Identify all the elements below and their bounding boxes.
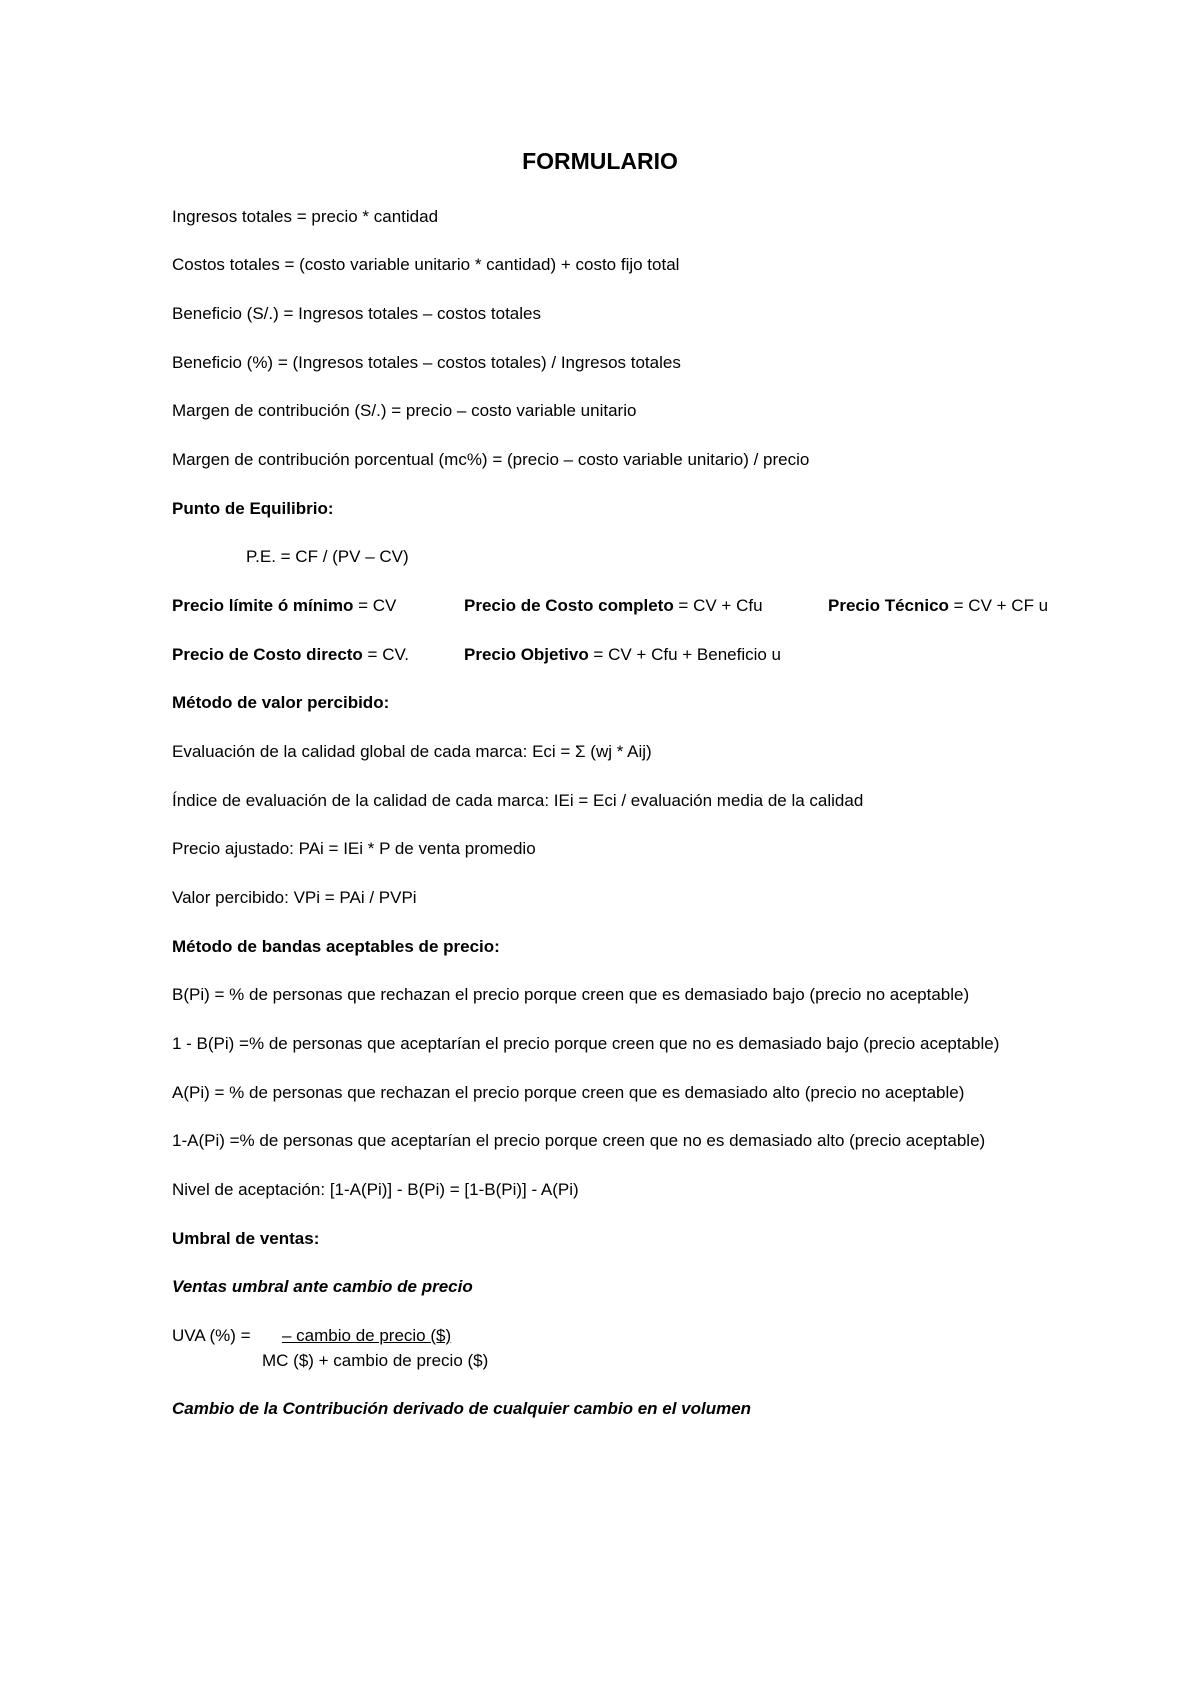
precio-objetivo-formula: = CV + Cfu + Beneficio u xyxy=(588,645,782,664)
precio-costo-directo-label: Precio de Costo directo xyxy=(172,645,363,664)
formula-one-minus-b-pi: 1 - B(Pi) =% de personas que aceptarían el precio porque creen que no es demasiado bajo (precio aceptable) xyxy=(172,1034,1000,1053)
formula-punto-equilibrio: P.E. = CF / (PV – CV) xyxy=(246,547,409,566)
precio-objetivo xyxy=(464,644,781,666)
precio-costo-completo-label: Precio de Costo completo xyxy=(464,596,674,615)
precio-limite xyxy=(172,595,396,617)
precio-limite-label: Precio límite ó mínimo xyxy=(172,596,354,615)
precio-tecnico-label: Precio Técnico xyxy=(828,596,949,615)
precio-objetivo-label: Precio Objetivo xyxy=(464,645,589,664)
formula-valor-percibido: Valor percibido: VPi = PAi / PVPi xyxy=(172,888,417,907)
formula-ingresos-totales: Ingresos totales = precio * cantidad xyxy=(172,207,439,226)
formula-beneficio-pct: Beneficio (%) = (Ingresos totales – costos totales) / Ingresos totales xyxy=(172,353,681,372)
subheading-cambio-contribucion: Cambio de la Contribución derivado de cualquier cambio en el volumen xyxy=(172,1399,752,1418)
formula-indice-evaluacion: Índice de evaluación de la calidad de cada marca: IEi = Eci / evaluación media de la calidad xyxy=(172,791,864,810)
formula-beneficio-soles: Beneficio (S/.) = Ingresos totales – costos totales xyxy=(172,304,541,323)
precio-costo-completo-formula: = CV + Cfu xyxy=(673,596,763,615)
page-title: FORMULARIO xyxy=(522,148,678,174)
subheading-ventas-umbral: Ventas umbral ante cambio de precio xyxy=(172,1277,473,1296)
formula-precio-ajustado: Precio ajustado: PAi = IEi * P de venta promedio xyxy=(172,839,536,858)
formula-margen-contribucion: Margen de contribución (S/.) = precio – costo variable unitario xyxy=(172,401,637,420)
precio-costo-completo xyxy=(464,595,763,617)
formula-margen-contribucion-pct: Margen de contribución porcentual (mc%) = (precio – costo variable unitario) / precio xyxy=(172,450,810,469)
section-heading-valor-percibido: Método de valor percibido: xyxy=(172,693,390,712)
formula-evaluacion-calidad: Evaluación de la calidad global de cada marca: Eci = Σ (wj * Aij) xyxy=(172,742,652,761)
formula-costos-totales: Costos totales = (costo variable unitario * cantidad) + costo fijo total xyxy=(172,255,680,274)
precio-costo-directo-formula: = CV. xyxy=(362,645,409,664)
formula-a-pi: A(Pi) = % de personas que rechazan el precio porque creen que es demasiado alto (precio no aceptable) xyxy=(172,1083,965,1102)
precio-tecnico xyxy=(828,595,1048,617)
section-heading-punto-equilibrio: Punto de Equilibrio: xyxy=(172,499,334,518)
formula-b-pi: B(Pi) = % de personas que rechazan el precio porque creen que es demasiado bajo (precio no aceptable) xyxy=(172,985,970,1004)
formula-uva-denominator: MC ($) + cambio de precio ($) xyxy=(262,1351,489,1370)
section-heading-umbral: Umbral de ventas: xyxy=(172,1229,320,1248)
precio-tecnico-formula: = CV + CF u xyxy=(948,596,1049,615)
formula-one-minus-a-pi: 1-A(Pi) =% de personas que aceptarían el precio porque creen que no es demasiado alto (precio aceptable) xyxy=(172,1131,986,1150)
formula-uva-numerator: – cambio de precio ($) xyxy=(282,1326,452,1345)
formula-nivel-aceptacion: Nivel de aceptación: [1-A(Pi)] - B(Pi) = [1-B(Pi)] - A(Pi) xyxy=(172,1180,579,1199)
precio-limite-formula: = CV xyxy=(353,596,397,615)
section-heading-bandas: Método de bandas aceptables de precio: xyxy=(172,937,500,956)
formula-uva-label: UVA (%) = xyxy=(172,1326,251,1345)
precio-costo-directo xyxy=(172,644,409,666)
